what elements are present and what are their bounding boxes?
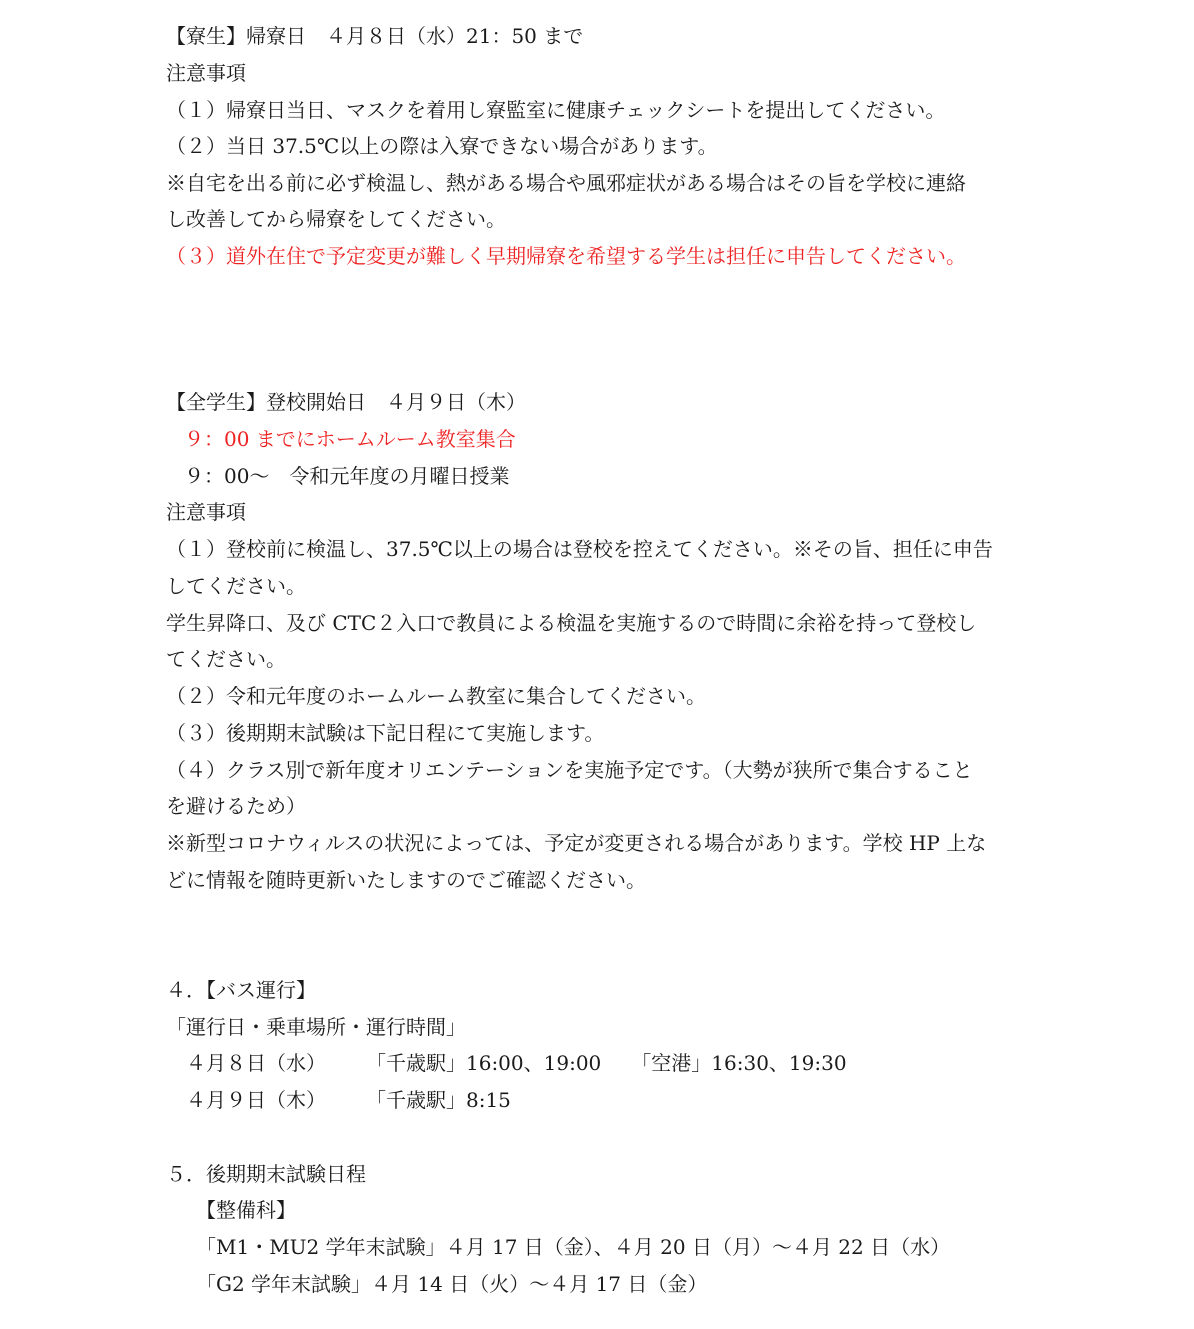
dorm-warning-line-2: し改善してから帰寮をしてください。 (166, 207, 506, 231)
all-note-1-line-1: （１）登校前に検温し、37.5℃以上の場合は登校を控えてください。※その旨、担任に申告 (166, 537, 993, 561)
bus-row-station: 「千歳駅」8:15 (366, 1088, 511, 1112)
all-note-1-line-4: てください。 (166, 647, 286, 671)
all-note-3: （３）後期期末試験は下記日程にて実施します。 (166, 721, 605, 745)
schedule-assembly-highlight: ９：00 までにホームルーム教室集合 (184, 427, 516, 451)
all-notes-title: 注意事項 (166, 500, 246, 524)
all-students-heading: 【全学生】登校開始日 ４月９日（木） (166, 390, 526, 414)
dorm-warning-line-1: ※自宅を出る前に必ず検温し、熱がある場合や風邪症状がある場合はその旨を学校に連絡 (166, 171, 966, 195)
bus-row-airport: 「空港」16:30、19:30 (631, 1051, 847, 1075)
bus-row (186, 1082, 1066, 1119)
covid-notice-line-2: どに情報を随時更新いたしますのでご確認ください。 (166, 868, 646, 892)
all-note-4-line-1: （４）クラス別で新年度オリエンテーションを実施予定です。（大勢が狭所で集合すること (166, 758, 973, 782)
dorm-note-1: （１）帰寮日当日、マスクを着用し寮監室に健康チェックシートを提出してください。 (166, 98, 946, 122)
covid-notice-line-1: ※新型コロナウィルスの状況によっては、予定が変更される場合があります。学校 HP 上な (166, 831, 987, 855)
all-note-1-line-3: 学生昇降口、及び CTC２入口で教員による検温を実施するので時間に余裕を持って登校し (166, 611, 977, 635)
exam-line-1: 「M1・MU2 学年末試験」４月 17 日（金）、４月 20 日（月）～４月 22 日（水） (196, 1235, 951, 1259)
all-note-4-line-2: を避けるため） (166, 794, 306, 818)
bus-heading: ４．【バス運行】 (166, 978, 316, 1002)
bus-row-date: ４月８日（水） (186, 1051, 326, 1075)
bus-row-date: ４月９日（木） (186, 1088, 326, 1112)
dorm-notes-title: 注意事項 (166, 61, 246, 85)
bus-subheading: 「運行日・乗車場所・運行時間」 (166, 1015, 466, 1039)
bus-row (186, 1045, 1066, 1082)
dorm-heading: 【寮生】帰寮日 ４月８日（水）21：50 まで (166, 24, 584, 48)
all-note-1-line-2: してください。 (166, 574, 306, 598)
schedule-classes: ９：00～ 令和元年度の月曜日授業 (184, 464, 510, 488)
dorm-note-3-highlight: （３）道外在住で予定変更が難しく早期帰寮を希望する学生は担任に申告してください。 (166, 244, 966, 268)
all-note-2: （２）令和元年度のホームルーム教室に集合してください。 (166, 684, 706, 708)
bus-row-station: 「千歳駅」16:00、19:00 (366, 1051, 602, 1075)
exam-line-2: 「G2 学年末試験」４月 14 日（火）～４月 17 日（金） (196, 1272, 708, 1296)
exam-heading: ５．後期期末試験日程 (166, 1162, 366, 1186)
exam-department: 【整備科】 (196, 1198, 296, 1222)
dorm-note-2: （２）当日 37.5℃以上の際は入寮できない場合があります。 (166, 134, 718, 158)
